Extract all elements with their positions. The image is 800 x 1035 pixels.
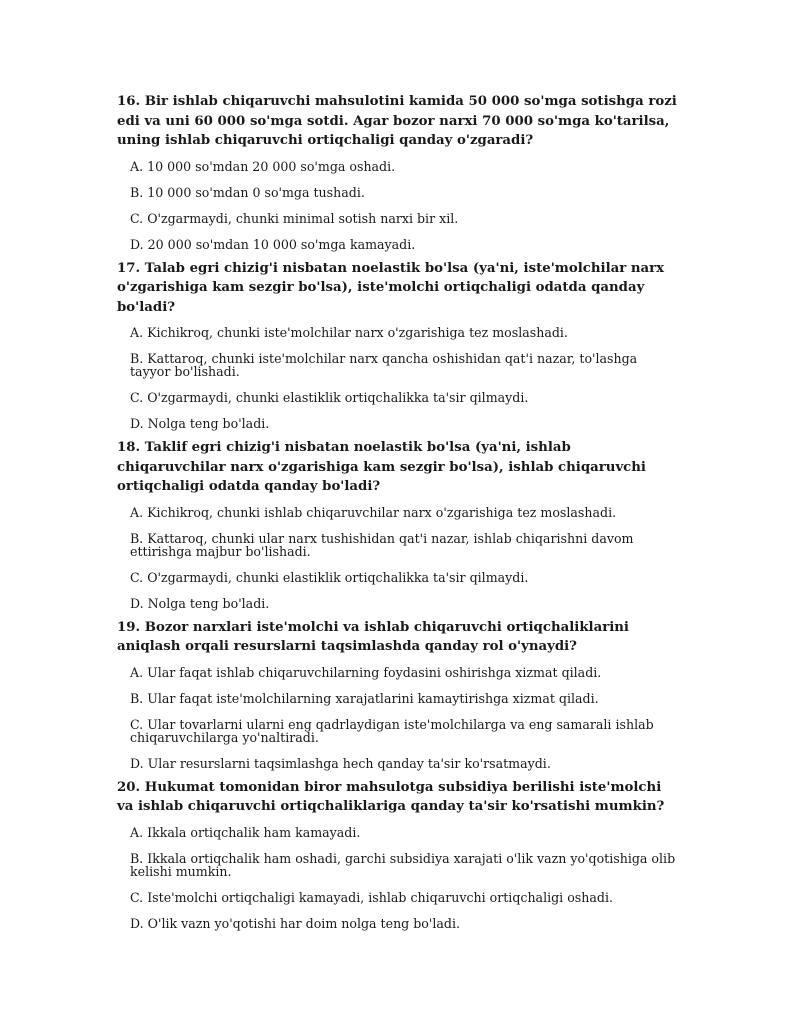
option-a: A. Kichikroq, chunki ishlab chiqaruvchilar narx o'zgarishiga tez moslashadi. (130, 504, 617, 520)
option-d: D. Ular resurslarni taqsimlashga hech qanday ta'sir ko'rsatmaydi. (130, 755, 551, 771)
option-d: D. Nolga teng bo'ladi. (130, 416, 270, 431)
option-a: A. Kichikroq, chunki iste'molchilar narx o'zgarishiga tez moslashadi. (130, 325, 568, 340)
option-d: D. O'lik vazn yo'qotishi har doim nolga teng bo'ladi. (130, 915, 460, 931)
question-text: 16. Bir ishlab chiqaruvchi mahsulotini kamida 50 000 so'mga sotishga rozi edi va uni 60 000 so'mga sotdi. Agar bozor narxi 70 000 so'mga ko'tarilsa, uning ishlab chiqaruvchi ortiqchaligi qanday o'zgaradi? (117, 94, 677, 148)
question-18 (117, 438, 677, 610)
option-d: D. 20 000 so'mdan 10 000 so'mga kamayadi. (130, 236, 416, 252)
option-c: C. O'zgarmaydi, chunki minimal sotish narxi bir xil. (130, 210, 459, 226)
question-20 (117, 778, 677, 930)
option-b: B. 10 000 so'mdan 0 so'mga tushadi. (130, 184, 365, 200)
option-b: B. Ular faqat iste'molchilarning xarajatlarini kamaytirishga xizmat qiladi. (130, 690, 599, 706)
question-text: 20. Hukumat tomonidan biror mahsulotga subsidiya berilishi iste'molchi va ishlab chiqaruvchi ortiqchaliklariga qanday ta'sir ko'rsatishi mumkin? (117, 779, 665, 814)
question-16 (117, 92, 677, 251)
option-c: C. O'zgarmaydi, chunki elastiklik ortiqchalikka ta'sir qilmaydi. (130, 569, 529, 585)
question-text: 17. Talab egri chizig'i nisbatan noelastik bo'lsa (ya'ni, iste'molchilar narx o'zgarishiga kam sezgir bo'lsa), iste'molchi ortiqchaligi odatda qanday bo'ladi? (117, 260, 665, 315)
question-17 (117, 259, 677, 431)
option-c: C. Ular tovarlarni ularni eng qadrlaydigan iste'molchilarga va eng samarali ishlab chiqaruvchilarga yo'naltiradi. (130, 716, 654, 745)
option-a: A. 10 000 so'mdan 20 000 so'mga oshadi. (130, 158, 396, 174)
question-19 (117, 618, 677, 770)
option-b: B. Kattaroq, chunki iste'molchilar narx qancha oshishidan qat'i nazar, to'lashga tayyor bo'lishadi. (130, 351, 638, 379)
option-b: B. Ikkala ortiqchalik ham oshadi, garchi subsidiya xarajati o'lik vazn yo'qotishiga olib kelishi mumkin. (130, 850, 676, 879)
option-c: C. O'zgarmaydi, chunki elastiklik ortiqchalikka ta'sir qilmaydi. (130, 390, 529, 405)
question-text: 19. Bozor narxlari iste'molchi va ishlab chiqaruvchi ortiqchaliklarini aniqlash orqali resurslarni taqsimlashda qanday rol o'ynaydi? (117, 619, 629, 654)
option-b: B. Kattaroq, chunki ular narx tushishidan qat'i nazar, ishlab chiqarishni davom ettirishga majbur bo'lishadi. (130, 530, 634, 559)
question-text: 18. Taklif egri chizig'i nisbatan noelastik bo'lsa (ya'ni, ishlab chiqaruvchilar narx o'zgarishiga kam sezgir bo'lsa), ishlab chiqaruvchi ortiqchaligi odatda qanday bo'ladi? (117, 440, 646, 494)
option-a: A. Ikkala ortiqchalik ham kamayadi. (130, 824, 361, 840)
option-d: D. Nolga teng bo'ladi. (130, 595, 270, 611)
option-a: A. Ular faqat ishlab chiqaruvchilarning foydasini oshirishga xizmat qiladi. (130, 664, 602, 680)
question-list (117, 92, 677, 938)
option-c: C. Iste'molchi ortiqchaligi kamayadi, ishlab chiqaruvchi ortiqchaligi oshadi. (130, 889, 613, 905)
